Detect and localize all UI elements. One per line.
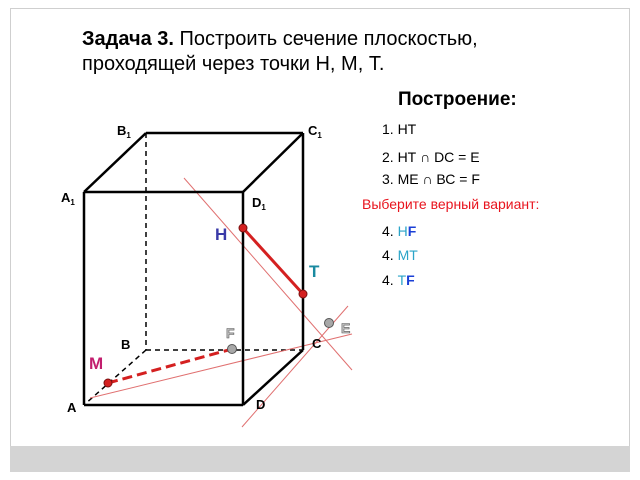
label-point-h: Н: [215, 225, 228, 244]
option-letter-bold: F: [407, 223, 417, 239]
option-number: 4.: [382, 223, 398, 239]
line-ht-extended: [184, 178, 352, 370]
option-letter: МТ: [397, 247, 418, 263]
label-c1: $C_1$: [308, 123, 322, 140]
label-point-f: F: [226, 325, 235, 341]
option-letter-bold: F: [406, 272, 415, 288]
label-a: A: [67, 400, 77, 415]
option-number: 4.: [382, 247, 398, 263]
option-letter: Т: [397, 272, 407, 288]
task-text: Построить сечение плоскостью, проходящей через точки Н, М, Т.: [82, 28, 478, 75]
point-m: [104, 379, 112, 387]
step-2: 2. НТ ∩ DC = Е: [382, 149, 480, 165]
task-label: Задача 3.: [82, 28, 174, 50]
label-c: C: [312, 336, 322, 351]
label-point-e: E: [341, 320, 351, 336]
point-f: [228, 345, 237, 354]
point-h: [239, 224, 247, 232]
point-e: [325, 319, 334, 328]
edge-a1b1: [84, 133, 146, 192]
option-letter: Н: [397, 223, 408, 239]
label-point-m: М: [89, 354, 104, 373]
segment-mf: [108, 349, 232, 383]
step-1: 1. НТ: [382, 121, 417, 137]
label-d: D: [256, 397, 266, 412]
step-3: 3. МЕ ∩ ВС = F: [382, 171, 480, 187]
label-b: B: [121, 337, 131, 352]
label-d1: $D_1$: [252, 195, 266, 212]
option-number: 4.: [382, 272, 398, 288]
label-point-t: Т: [309, 262, 320, 281]
point-t: [299, 290, 307, 298]
choice-prompt: Выберите верный вариант:: [362, 196, 540, 212]
edge-c1d1: [243, 133, 303, 192]
label-b1: $B_1$: [117, 123, 131, 140]
construction-heading: Построение:: [398, 89, 517, 110]
label-a1: $A_1$: [61, 190, 75, 207]
segment-ht: [243, 228, 303, 294]
